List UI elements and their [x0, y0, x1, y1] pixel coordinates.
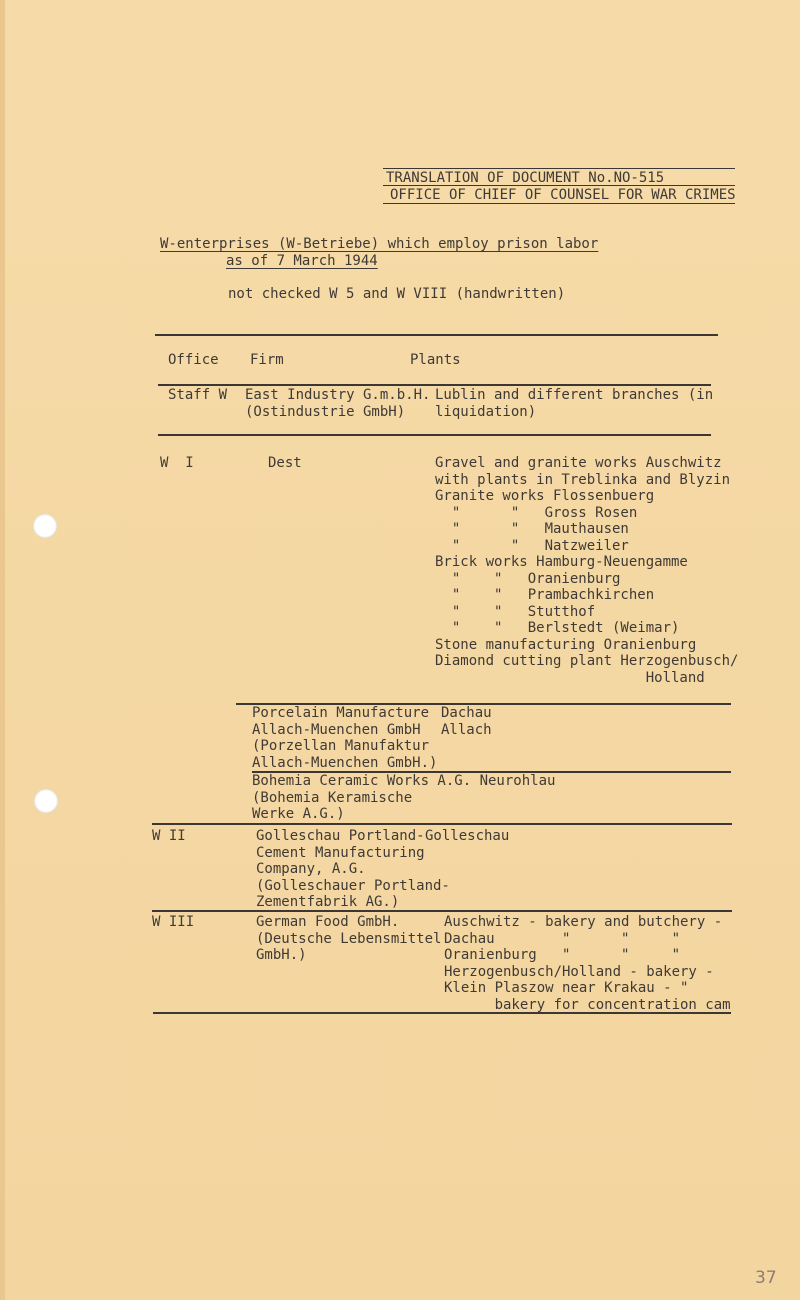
- punch-hole-upper: [33, 514, 57, 538]
- list-item: Brick works Hamburg-Neuengamme: [435, 554, 688, 570]
- w2-firm-line2: Cement Manufacturing: [256, 844, 425, 861]
- table-rule-top: [155, 334, 718, 336]
- porcelain-firm-line3: (Porzellan Manufaktur: [252, 738, 430, 754]
- list-item: Oranienburg " " ": [444, 947, 681, 963]
- staff-plants-line2: liquidation): [435, 404, 537, 420]
- staff-office: Staff W: [168, 387, 228, 403]
- w2-firm-line1: Golleschau Portland-: [256, 828, 425, 844]
- title-line2: as of 7 March 1944: [226, 253, 378, 269]
- list-item: Granite works Flossenbuerg: [435, 488, 655, 504]
- column-header-plants: Plants: [410, 352, 461, 368]
- column-header-office: Office: [168, 352, 219, 368]
- list-item: Gravel and granite works Auschwitz: [435, 455, 722, 471]
- page-number: 37: [755, 1268, 777, 1288]
- list-item: Dachau " " ": [444, 930, 681, 947]
- header-rule-middle: [383, 185, 735, 186]
- table-rule-bottom: [153, 1012, 731, 1014]
- w2-row-rule: [152, 910, 732, 912]
- w2-plant: Golleschau: [425, 828, 510, 844]
- porcelain-firm-line4: Allach-Muenchen GmbH.): [252, 754, 438, 771]
- bohemia-line2: (Bohemia Keramische: [252, 789, 413, 806]
- title-line1: W-enterprises (W-Betriebe) which employ prison labor: [160, 236, 599, 252]
- list-item: " " Oranienburg: [435, 570, 621, 587]
- w1-office: W I: [160, 455, 194, 471]
- list-item: Holland: [435, 669, 705, 686]
- list-item: Klein Plaszow near Krakau - ": [444, 980, 689, 996]
- w3-office: W III: [152, 914, 195, 930]
- w3-firm-line3: GmbH.): [256, 947, 307, 963]
- w3-firm-line2: (Deutsche Lebensmittel: [256, 930, 442, 947]
- list-item: " " Mauthausen: [435, 521, 629, 537]
- staff-firm-line1: East Industry G.m.b.H.: [245, 387, 431, 403]
- staff-row-rule: [158, 434, 711, 436]
- list-item: Auschwitz - bakery and butchery -: [444, 914, 723, 930]
- list-item: " " Gross Rosen: [435, 504, 638, 521]
- bohemia-line3: Werke A.G.): [252, 806, 345, 822]
- header-rule-top: [383, 168, 735, 169]
- list-item: bakery for concentration cam: [444, 996, 731, 1013]
- header-underline: [158, 384, 711, 386]
- staff-firm-line2: (Ostindustrie GmbH): [245, 404, 406, 420]
- list-item: Herzogenbusch/Holland - bakery -: [444, 963, 714, 980]
- w1-firm: Dest: [268, 455, 302, 471]
- header-office: OFFICE OF CHIEF OF COUNSEL FOR WAR CRIMES: [390, 187, 736, 203]
- punch-hole-lower: [34, 789, 58, 813]
- header-rule-bottom: [383, 203, 735, 204]
- list-item: Stone manufacturing Oranienburg: [435, 636, 697, 653]
- porcelain-plant-dachau: Dachau: [441, 705, 492, 721]
- w3-firm-line1: German Food GmbH.: [256, 914, 400, 930]
- list-item: " " Stutthof: [435, 603, 596, 620]
- staff-plants-line1: Lublin and different branches (in: [435, 387, 714, 403]
- w2-office: W II: [152, 828, 186, 844]
- w2-firm-line3: Company, A.G.: [256, 861, 366, 877]
- header-translation: TRANSLATION OF DOCUMENT No.NO-515: [386, 170, 665, 186]
- porcelain-plant-allach: Allach: [441, 721, 492, 738]
- list-item: Diamond cutting plant Herzogenbusch/: [435, 653, 739, 669]
- w2-firm-line5: Zementfabrik AG.): [256, 894, 400, 910]
- list-item: " " Berlstedt (Weimar): [435, 620, 680, 636]
- porcelain-firm-line1: Porcelain Manufacture: [252, 705, 430, 721]
- list-item: with plants in Treblinka and Blyzin: [435, 471, 731, 488]
- porcelain-firm-line2: Allach-Muenchen GmbH: [252, 721, 421, 738]
- bohemia-line1: Bohemia Ceramic Works A.G. Neurohlau: [252, 773, 556, 789]
- list-item: " " Prambachkirchen: [435, 587, 655, 603]
- w1-row-rule: [152, 823, 732, 825]
- w2-firm-line4: (Golleschauer Portland-: [256, 877, 450, 894]
- handwritten-note: not checked W 5 and W VIII (handwritten): [228, 286, 566, 302]
- page-edge: [0, 0, 5, 1300]
- column-header-firm: Firm: [250, 352, 284, 368]
- list-item: " " Natzweiler: [435, 537, 629, 554]
